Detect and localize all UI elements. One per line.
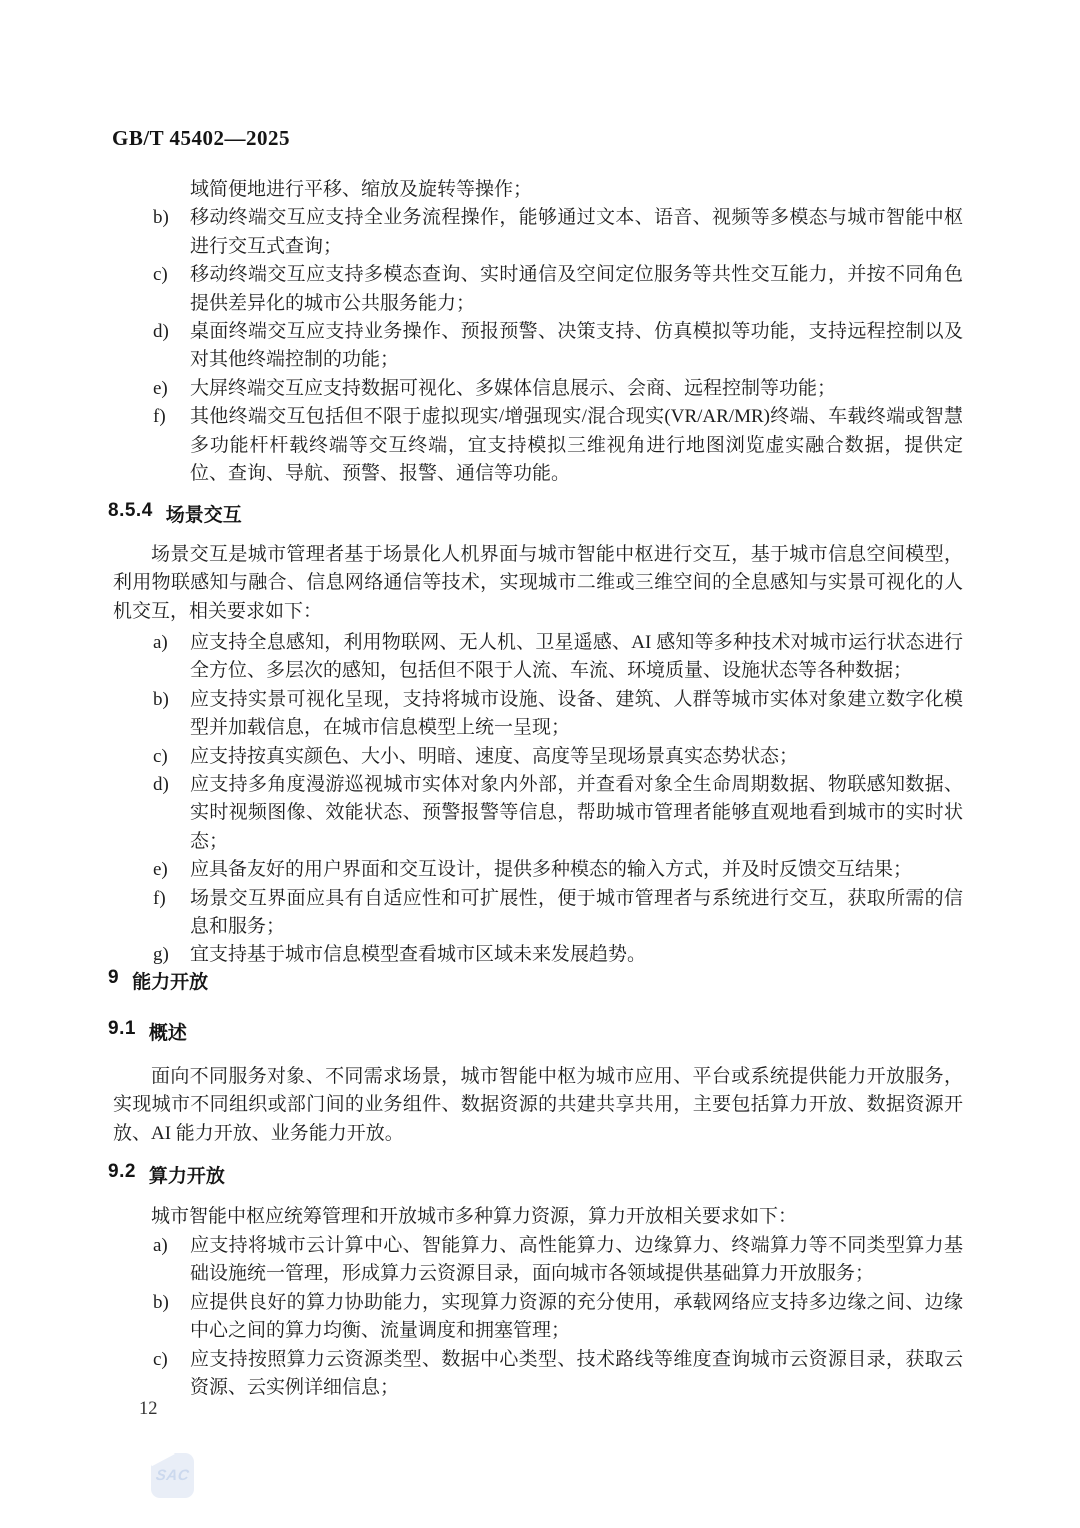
continued-line: 域简便地进行平移、缩放及旋转等操作； [190, 179, 533, 200]
document-code: GB/T 45402—2025 [112, 126, 291, 150]
list-item-label: f) [153, 887, 166, 909]
list-item-text: 其他终端交互包括但不限于虚拟现实/增强现实/混合现实(VR/AR/MR)终端、车载终端或智慧多功能杆杆载终端等交互终端，宜支持模拟三维视角进行地图浏览虚实融合数据，提供定位、查询、导航、预警、报警、通信等功能。 [190, 406, 963, 485]
list-item [113, 318, 963, 375]
logo-corner-cut [145, 1442, 175, 1467]
list-item-label: f) [153, 406, 166, 428]
clause-heading-8-5-4 [108, 500, 242, 527]
list-item [113, 1289, 963, 1346]
clause-heading-9-2 [108, 1161, 225, 1188]
terminal-interaction-list [113, 176, 963, 488]
list-item-text: 应支持全息感知，利用物联网、无人机、卫星遥感、AI 感知等多种技术对城市运行状态进行全方位、多层次的感知，包括但不限于人流、车流、环境质量、设施状态等各种数据； [190, 632, 963, 682]
list-item-text: 桌面终端交互应支持业务操作、预报预警、决策支持、仿真模拟等功能，支持远程控制以及对其他终端控制的功能； [190, 321, 963, 371]
clause-number: 9 [108, 967, 120, 988]
clause-title: 算力开放 [148, 1166, 225, 1187]
clause-heading-9 [108, 967, 208, 994]
clause-title: 概述 [148, 1023, 187, 1044]
list-item-label: c) [153, 1348, 168, 1370]
list-item [113, 743, 963, 771]
list-item-text: 场景交互界面应具有自适应性和可扩展性，便于城市管理者与系统进行交互，获取所需的信息和服务； [190, 887, 963, 938]
list-item [113, 941, 963, 969]
list-item-text: 应支持多角度漫游巡视城市实体对象内外部，并查看对象全生命周期数据、物联感知数据、实时视频图像、效能状态、预警报警等信息，帮助城市管理者能够直观地看到城市的实时状态； [190, 774, 963, 852]
list-item-label: e) [153, 859, 168, 881]
list-item-label: e) [153, 377, 168, 399]
computing-open-list [113, 1232, 963, 1402]
list-item [113, 375, 963, 403]
list-item-label: d) [153, 774, 169, 796]
scene-interaction-list [113, 629, 963, 970]
list-item [113, 629, 963, 686]
list-item-text: 应支持按真实颜色、大小、明暗、速度、高度等呈现场景真实态势状态； [190, 745, 799, 767]
sac-watermark-logo [151, 1453, 194, 1498]
list-item-text: 大屏终端交互应支持数据可视化、多媒体信息展示、会商、远程控制等功能； [190, 377, 837, 399]
list-item [113, 771, 963, 856]
clause-8-5-4-paragraph: 场景交互是城市管理者基于场景化人机界面与城市智能中枢进行交互，基于城市信息空间模型，利用物联感知与融合、信息网络通信等技术，实现城市二维或三维空间的全息感知与实景可视化的人机交互，相关要求如下： [113, 544, 963, 622]
list-item-label: b) [153, 207, 169, 229]
list-item-text: 应支持将城市云计算中心、智能算力、高性能算力、边缘算力、终端算力等不同类型算力基础设施统一管理，形成算力云资源目录，面向城市各领域提供基础算力开放服务； [190, 1235, 963, 1285]
list-item-text: 应提供良好的算力协助能力，实现算力资源的充分使用，承载网络应支持多边缘之间、边缘中心之间的算力均衡、流量调度和拥塞管理； [190, 1291, 963, 1342]
clause-9-1-paragraph: 面向不同服务对象、不同需求场景，城市智能中枢为城市应用、平台或系统提供能力开放服务，实现城市不同组织或部门间的业务组件、数据资源的共建共享共用，主要包括算力开放、数据资源开放、AI 能力开放、业务能力开放。 [113, 1066, 963, 1144]
clause-number: 9.2 [108, 1161, 136, 1182]
list-item [113, 885, 963, 942]
list-item [113, 204, 963, 261]
list-item-text: 移动终端交互应支持多模态查询、实时通信及空间定位服务等共性交互能力，并按不同角色提供差异化的城市公共服务能力； [190, 264, 963, 314]
list-item [113, 856, 963, 884]
list-item-text: 应支持实景可视化呈现，支持将城市设施、设备、建筑、人群等城市实体对象建立数字化模型并加载信息，在城市信息模型上统一呈现； [190, 688, 963, 739]
clause-number: 9.1 [108, 1018, 136, 1039]
list-item-text: 移动终端交互应支持全业务流程操作，能够通过文本、语音、视频等多模态与城市智能中枢进行交互式查询； [190, 207, 963, 257]
list-item [113, 1232, 963, 1289]
list-item-label: c) [153, 264, 168, 286]
list-item-label: d) [153, 321, 169, 343]
list-item-label: b) [153, 688, 169, 710]
clause-9-2-intro: 城市智能中枢应统筹管理和开放城市多种算力资源，算力开放相关要求如下： [151, 1206, 798, 1227]
clause-number: 8.5.4 [108, 500, 153, 521]
list-item-label: a) [153, 632, 168, 653]
list-item [113, 686, 963, 743]
list-item-label: b) [153, 1291, 169, 1313]
clause-title: 场景交互 [165, 505, 242, 526]
list-item-text: 应具备友好的用户界面和交互设计，提供多种模态的输入方式，并及时反馈交互结果； [190, 859, 913, 881]
list-item [113, 1346, 963, 1403]
list-item-label: g) [153, 944, 169, 966]
list-item-text: 应支持按照算力云资源类型、数据中心类型、技术路线等维度查询城市云资源目录，获取云资源、云实例详细信息； [190, 1348, 963, 1399]
list-item-text: 宜支持基于城市信息模型查看城市区域未来发展趋势。 [190, 944, 647, 966]
list-item-label: c) [153, 745, 168, 767]
list-item-label: a) [153, 1235, 168, 1256]
page-number: 12 [139, 1399, 158, 1419]
clause-heading-9-1 [108, 1018, 187, 1045]
list-item [113, 403, 963, 488]
sac-logo-text: SAC [154, 1467, 191, 1484]
clause-title: 能力开放 [132, 972, 209, 993]
list-item [113, 261, 963, 318]
